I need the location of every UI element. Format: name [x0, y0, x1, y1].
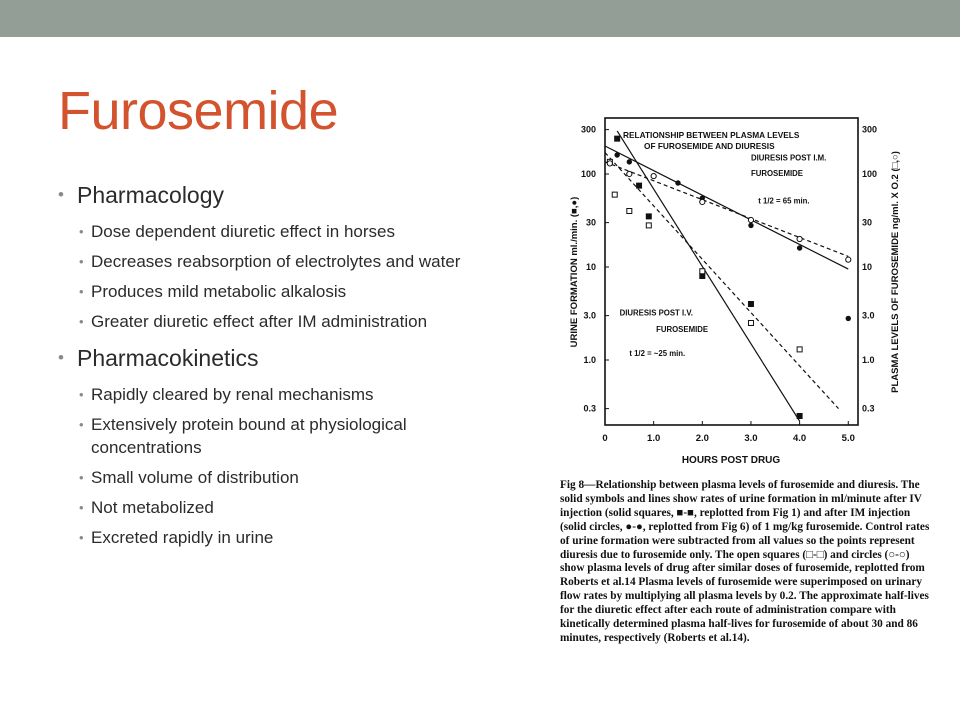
annotation-label: DIURESIS POST I.V.: [619, 308, 693, 318]
sub-bullet: • Not metabolized: [58, 496, 478, 519]
y-tick-label-left: 0.3: [583, 403, 596, 414]
point-square-filled: [748, 301, 754, 307]
sub-bullet: • Rapidly cleared by renal mechanisms: [58, 383, 478, 406]
slide-title: Furosemide: [58, 81, 339, 141]
top-accent-bar: [0, 0, 960, 37]
point-square-open: [627, 209, 632, 214]
data-points: [607, 136, 851, 419]
bullet-pharmacokinetics: • Pharmacokinetics: [58, 343, 478, 373]
fit-line: [605, 146, 848, 269]
y-tick-label-right: 10: [862, 261, 873, 272]
point-circle-filled: [627, 159, 632, 164]
point-square-filled: [636, 183, 642, 189]
x-tick-label: 5.0: [841, 433, 855, 444]
sub-bullet: • Small volume of distribution: [58, 466, 478, 489]
point-circle-filled: [675, 180, 680, 185]
x-tick-label: 1.0: [647, 433, 661, 444]
fit-line: [605, 162, 848, 257]
fit-line: [605, 153, 839, 409]
point-square-filled: [797, 413, 803, 419]
y-tick-label-left: 10: [585, 261, 596, 272]
point-square-filled: [646, 213, 652, 219]
sub-bullet: • Extensively protein bound at physiological concentrations: [58, 413, 478, 459]
point-square-filled: [614, 136, 620, 142]
y-tick-label-left: 300: [580, 124, 596, 135]
point-circle-open: [627, 171, 632, 176]
y-tick-label-right: 0.3: [862, 403, 875, 414]
point-circle-open: [607, 161, 612, 166]
y-tick-label-left: 100: [580, 168, 596, 179]
x-tick-label: 3.0: [744, 433, 758, 444]
sub-bullet: • Dose dependent diuretic effect in horses: [58, 220, 478, 243]
annotation-label: FUROSEMIDE: [750, 169, 803, 179]
y-axis-label-left: URINE FORMATION ml./min. (■,●): [569, 196, 580, 348]
point-circle-filled: [846, 316, 851, 321]
x-tick-label: 0: [602, 433, 608, 444]
sub-bullet: • Excreted rapidly in urine: [58, 526, 478, 549]
chart-title-line1: RELATIONSHIP BETWEEN PLASMA LEVELS: [623, 130, 800, 140]
y-tick-label-right: 1.0: [862, 354, 875, 365]
y-tick-label-right: 30: [862, 217, 873, 228]
point-square-open: [797, 347, 802, 352]
point-square-open: [612, 192, 617, 197]
point-circle-open: [700, 199, 705, 204]
annotation-label: t 1/2 = 65 min.: [758, 196, 810, 206]
y-tick-label-right: 300: [862, 124, 878, 135]
point-square-open: [748, 320, 753, 325]
annotation-label: t 1/2 = ~25 min.: [629, 349, 686, 359]
x-axis-label: HOURS POST DRUG: [681, 455, 781, 466]
point-circle-open: [748, 217, 753, 222]
annotation-label: DIURESIS POST I.M.: [750, 153, 827, 163]
point-circle-open: [846, 257, 851, 262]
sub-bullet: • Produces mild metabolic alkalosis: [58, 280, 478, 303]
y-tick-label-left: 30: [585, 217, 596, 228]
x-tick-label: 2.0: [695, 433, 709, 444]
bullet-pharmacology: • Pharmacology: [58, 180, 478, 210]
point-circle-filled: [797, 245, 802, 250]
point-circle-filled: [748, 223, 753, 228]
point-square-open: [700, 269, 705, 274]
sub-bullet: • Greater diuretic effect after IM administration: [58, 310, 478, 333]
y-tick-label-left: 1.0: [583, 354, 596, 365]
y-axis-label-right: PLASMA LEVELS OF FUROSEMIDE ng/ml. X O.2 (□,○): [890, 151, 901, 393]
bullet-list: [58, 180, 478, 549]
furosemide-chart: [560, 96, 940, 476]
annotation-label: FUROSEMIDE: [656, 324, 709, 334]
point-circle-filled: [614, 152, 619, 157]
fit-lines: [605, 131, 848, 421]
chart-title-line2: OF FUROSEMIDE AND DIURESIS: [644, 141, 775, 151]
y-tick-label-right: 3.0: [862, 310, 875, 321]
point-circle-open: [797, 236, 802, 241]
right-tick-labels: [862, 125, 877, 414]
y-tick-label-left: 3.0: [583, 310, 596, 321]
plot-frame: [605, 118, 858, 425]
figure-caption: Fig 8—Relationship between plasma levels of furosemide and diuresis. The solid symbols and lines show rates of urine formation in ml/minute after IV injection (solid squares, ■-■, replotted from Fig 1) and after IM injection (solid circles, ●-●, replotted from Fig 6) of 1 mg/kg furosemide. Control rates of urine formation were subtracted from all values so the points represent diuresis due to furosemide only. The open squares (□-□) and circles (○-○) show plasma levels of drug after similar doses of furosemide, replotted from Roberts et al.14 Plasma levels of furosemide were superimposed on urinary flow rates by multiplying all plasma levels by 0.2. The approximate half-lives for the diuretic effect after each route of administration compare with kinetically determined plasma half-lives for furosemide of about 30 and 86 minutes, respectively (Roberts et al.14).: [560, 479, 930, 644]
y-tick-label-right: 100: [862, 168, 878, 179]
point-circle-open: [651, 173, 656, 178]
point-square-open: [646, 223, 651, 228]
sub-bullet: • Decreases reabsorption of electrolytes and water: [58, 250, 478, 273]
figure-image: [560, 96, 940, 676]
x-tick-label: 4.0: [793, 433, 807, 444]
